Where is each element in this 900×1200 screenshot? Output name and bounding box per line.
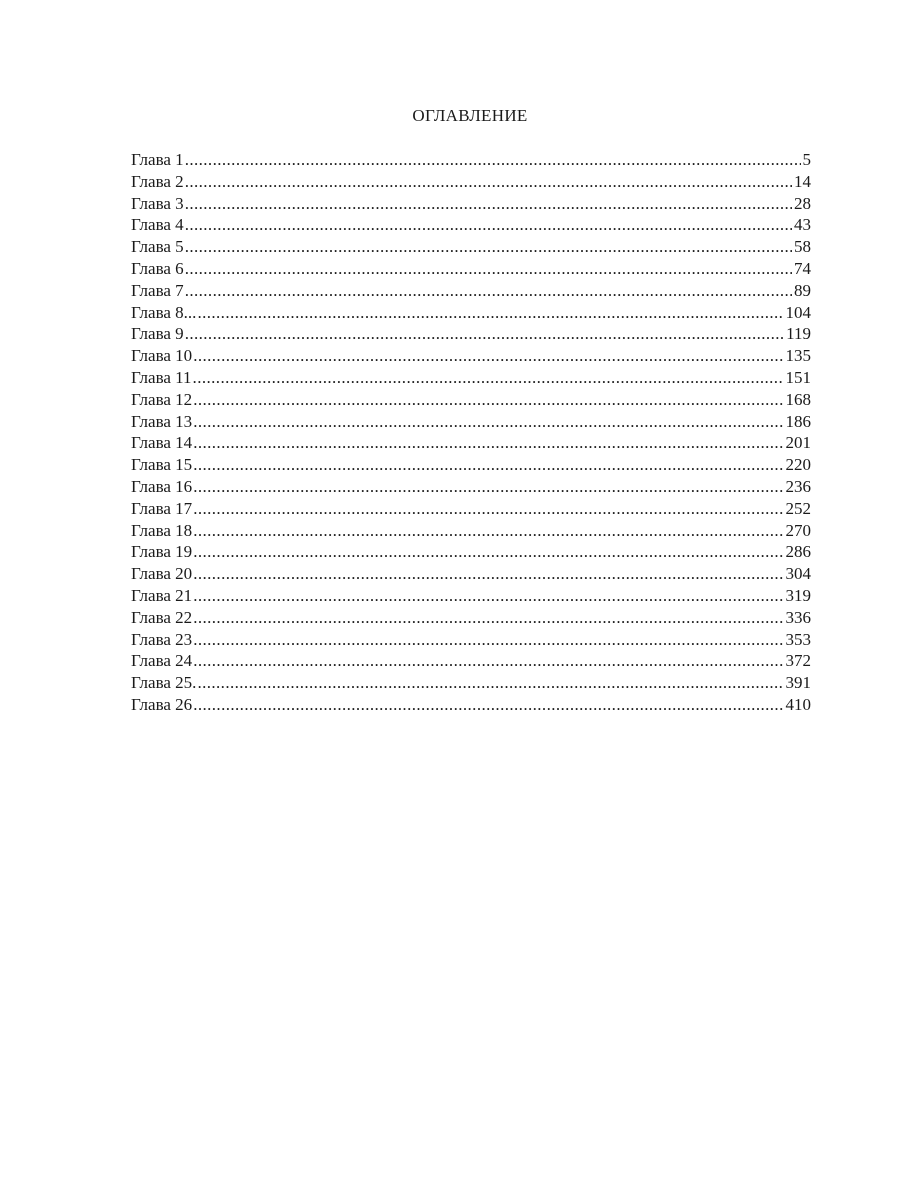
toc-entry-label: Глава 21 [131,585,193,605]
toc-entry-page-number: 28 [794,193,811,213]
toc-entry[interactable] [131,149,811,171]
toc-entry[interactable] [131,498,811,520]
toc-entry[interactable] [131,411,811,433]
toc-entry-label: Глава 8... [131,302,197,322]
toc-entry-page-number: 43 [794,215,811,235]
toc-entry[interactable] [131,171,811,193]
dot-leader [185,193,792,215]
dot-leader [193,694,783,716]
toc-entry-label: Глава 6 [131,258,184,278]
dot-leader [193,345,783,367]
toc-entry-label: Глава 25. [131,673,197,693]
toc-entry-label: Глава 13 [131,411,193,431]
toc-entry-page-number: 151 [785,367,811,387]
dot-leader [193,629,783,651]
toc-entry[interactable] [131,258,811,280]
toc-entry-label: Глава 4 [131,215,184,235]
toc-entry[interactable] [131,476,811,498]
toc-entry-page-number: 304 [785,564,811,584]
toc-entry-label: Глава 26 [131,694,193,714]
toc-entry-page-number: 186 [785,411,811,431]
toc-entry[interactable] [131,520,811,542]
toc-entry-label: Глава 11 [131,367,192,387]
dot-leader [197,672,783,694]
toc-entry-label: Глава 12 [131,389,193,409]
toc-entry[interactable] [131,672,811,694]
dot-leader [193,498,783,520]
dot-leader [193,563,783,585]
toc-entry-page-number: 410 [785,694,811,714]
toc-entry[interactable] [131,694,811,716]
dot-leader [185,323,784,345]
toc-entry-label: Глава 10 [131,346,193,366]
toc-entry[interactable] [131,193,811,215]
dot-leader [185,214,792,236]
dot-leader [193,389,783,411]
dot-leader [193,454,783,476]
toc-entry-page-number: 168 [785,389,811,409]
toc-entry-label: Глава 14 [131,433,193,453]
toc-entry[interactable] [131,236,811,258]
toc-entry-label: Глава 2 [131,171,184,191]
toc-entry-page-number: 135 [785,346,811,366]
toc-entry-page-number: 286 [785,542,811,562]
table-of-contents [131,149,811,716]
toc-entry-page-number: 201 [785,433,811,453]
dot-leader [197,302,783,324]
toc-entry-label: Глава 22 [131,607,193,627]
dot-leader [193,650,783,672]
dot-leader [193,607,783,629]
toc-entry[interactable] [131,629,811,651]
toc-entry[interactable] [131,585,811,607]
toc-entry-page-number: 104 [785,302,811,322]
toc-entry-label: Глава 24 [131,651,193,671]
toc-entry-page-number: 319 [785,585,811,605]
toc-entry-label: Глава 20 [131,564,193,584]
toc-entry-page-number: 336 [785,607,811,627]
dot-leader [193,476,783,498]
toc-entry[interactable] [131,214,811,236]
toc-entry[interactable] [131,389,811,411]
toc-entry-page-number: 14 [794,171,811,191]
toc-entry-label: Глава 9 [131,324,184,344]
page-title: ОГЛАВЛЕНИЕ [412,106,528,125]
toc-entry-page-number: 58 [794,237,811,257]
toc-entry[interactable] [131,345,811,367]
toc-entry-label: Глава 16 [131,476,193,496]
dot-leader [185,236,792,258]
toc-entry-page-number: 89 [794,280,811,300]
dot-leader [185,171,792,193]
toc-entry-page-number: 270 [785,520,811,540]
dot-leader [193,541,783,563]
toc-entry[interactable] [131,302,811,324]
toc-entry[interactable] [131,563,811,585]
toc-entry-label: Глава 17 [131,498,193,518]
toc-entry-page-number: 252 [785,498,811,518]
dot-leader [193,432,783,454]
toc-entry-label: Глава 1 [131,150,184,169]
toc-entry-page-number: 74 [794,258,811,278]
dot-leader [193,367,784,389]
toc-entry-label: Глава 18 [131,520,193,540]
dot-leader [185,258,792,280]
toc-entry-page-number: 5 [802,150,811,169]
toc-entry-page-number: 353 [785,629,811,649]
toc-entry[interactable] [131,280,811,302]
toc-entry-page-number: 220 [785,455,811,475]
toc-entry-label: Глава 19 [131,542,193,562]
toc-entry[interactable] [131,367,811,389]
toc-entry-label: Глава 7 [131,280,184,300]
toc-entry-label: Глава 3 [131,193,184,213]
toc-entry[interactable] [131,323,811,345]
toc-entry-page-number: 236 [785,476,811,496]
toc-entry[interactable] [131,607,811,629]
toc-entry-page-number: 391 [785,673,811,693]
toc-entry-page-number: 372 [785,651,811,671]
toc-entry[interactable] [131,454,811,476]
toc-entry-label: Глава 23 [131,629,193,649]
toc-entry-label: Глава 5 [131,237,184,257]
dot-leader [193,585,783,607]
toc-entry-label: Глава 15 [131,455,193,475]
dot-leader [193,411,783,433]
toc-entry-page-number: 119 [786,324,811,344]
toc-entry[interactable] [131,432,811,454]
dot-leader [193,520,783,542]
toc-entry[interactable] [131,650,811,672]
dot-leader [185,149,801,171]
toc-entry[interactable] [131,541,811,563]
dot-leader [185,280,792,302]
